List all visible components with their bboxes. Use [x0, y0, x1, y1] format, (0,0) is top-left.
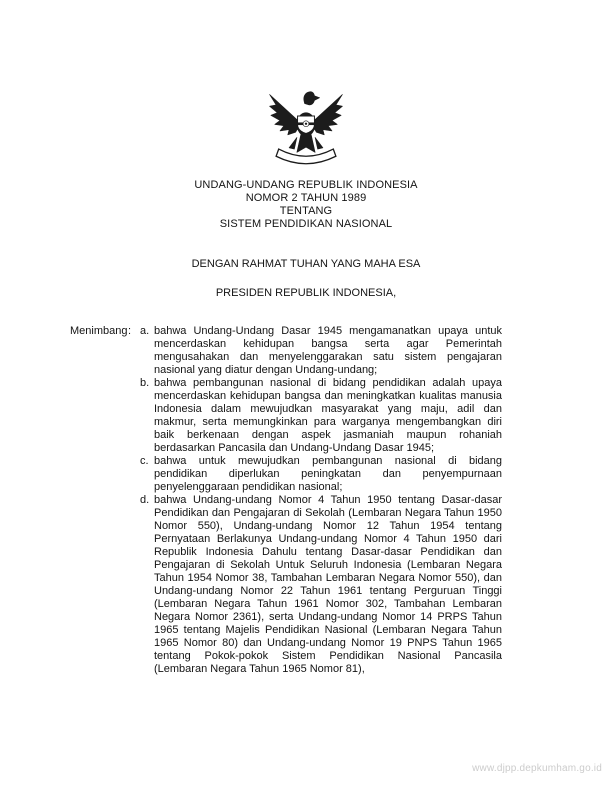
document-title: [0, 179, 612, 231]
preamble-item-b: [140, 377, 502, 455]
preamble-label: Menimbang: [70, 325, 128, 337]
preamble-item-d: [140, 494, 502, 676]
item-letter: a.: [140, 325, 150, 337]
watermark-url: www.djpp.depkumham.go.id: [472, 763, 602, 774]
preamble-section: [70, 325, 502, 676]
preamble-item-a: [140, 325, 502, 377]
title-line-2: NOMOR 2 TAHUN 1989: [245, 192, 367, 204]
addressee-line: PRESIDEN REPUBLIK INDONESIA,: [215, 287, 397, 299]
item-letter: d.: [140, 494, 150, 506]
item-letter: c.: [140, 455, 149, 467]
item-text: bahwa pembangunan nasional di bidang pendidikan adalah upaya mencerdaskan kehidupan bangsa dan meningkatkan kualitas manusia Indonesia dalam mewujudkan masyarakat yang maju, adil dan makmur, serta memungkinkan para warganya mengembangkan diri baik berkenaan dengan aspek jasmaniah maupun rohaniah berdasarkan Pancasila dan Undang-Undang Dasar 1945;: [154, 377, 502, 454]
preamble-colon: :: [128, 325, 132, 337]
garuda-pancasila-emblem: [0, 82, 612, 172]
title-line-3: TENTANG: [279, 205, 333, 217]
item-text: bahwa untuk mewujudkan pembangunan nasional di bidang pendidikan diperlukan peningkatan dan penyempurnaan penyelenggaraan pendidikan nasional;: [154, 455, 502, 493]
title-line-1: UNDANG-UNDANG REPUBLIK INDONESIA: [194, 179, 418, 191]
preamble-item-c: [140, 455, 502, 494]
item-text: bahwa Undang-undang Nomor 4 Tahun 1950 tentang Dasar-dasar Pendidikan dan Pengajaran di Sekolah (Lembaran Negara Tahun 1950 Nomor 550), Undang-undang Nomor 12 Tahun 1954 tentang Pernyataan Berlakunya Undang-undang Nomor 4 Tahun 1950 dari Republik Indonesia Dahulu tentang Dasar-dasar Pendidikan dan Pengajaran di Sekolah Untuk Seluruh Indonesia (Lembaran Negara Tahun 1954 Nomor 38, Tambahan Lembaran Negara Nomor 550), dan Undang-undang Nomor 22 Tahun 1961 tentang Perguruan Tinggi (Lembaran Negara Tahun 1961 Nomor 302, Tambahan Lembaran Negara Nomor 2361), serta Undang-undang Nomor 14 PRPS Tahun 1965 tentang Majelis Pendidikan Nasional (Lembaran Negara Tahun 1965 Nomor 80) dan Undang-undang Nomor 19 PNPS Tahun 1965 tentang Pokok-pokok Sistem Pendidikan Nasional Pancasila (Lembaran Negara Tahun 1965 Nomor 81),: [154, 494, 502, 675]
item-letter: b.: [140, 377, 150, 389]
item-text: bahwa Undang-Undang Dasar 1945 mengamanatkan upaya untuk mencerdaskan kehidupan bangsa serta agar Pemerintah mengusahakan dan menyelenggarakan satu sistem pengajaran nasional yang diatur dengan Undang-undang;: [154, 325, 502, 376]
invocation-line: DENGAN RAHMAT TUHAN YANG MAHA ESA: [191, 258, 421, 270]
preamble-items: [140, 325, 502, 676]
title-line-4: SISTEM PENDIDIKAN NASIONAL: [219, 218, 393, 230]
garuda-emblem-icon: [267, 82, 345, 172]
